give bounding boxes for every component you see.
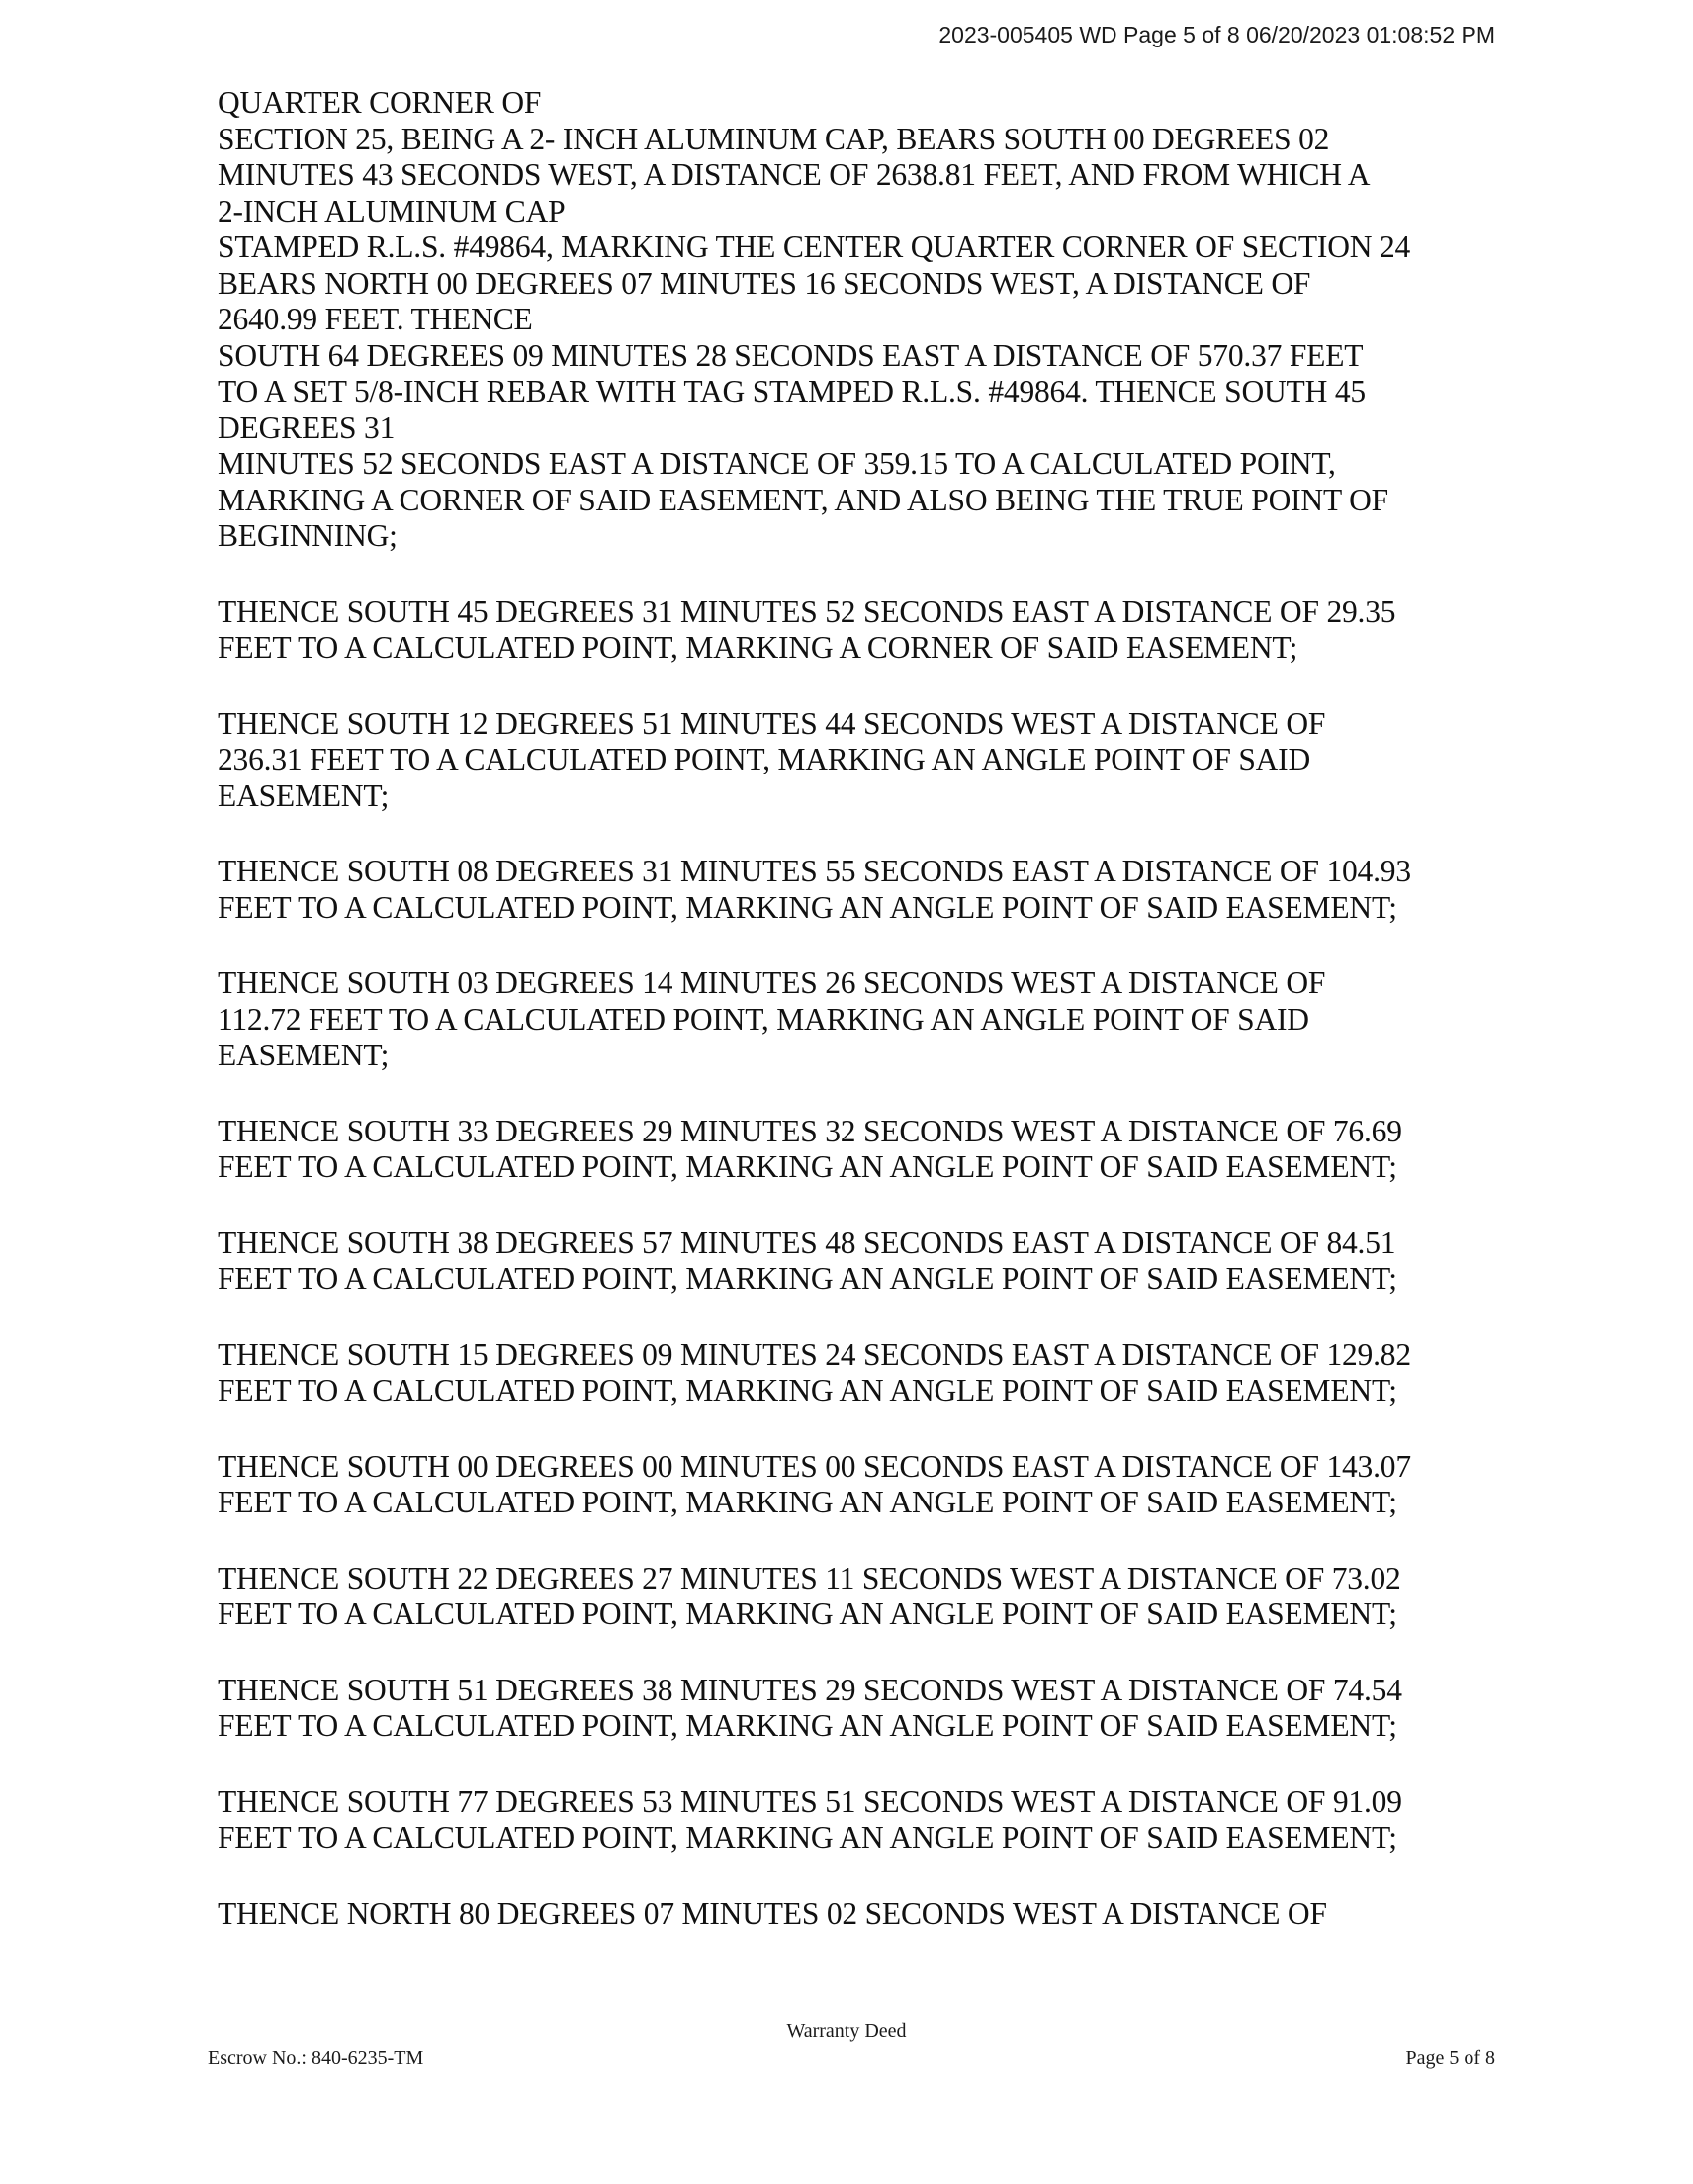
- text-line: THENCE SOUTH 03 DEGREES 14 MINUTES 26 SECONDS WEST A DISTANCE OF: [218, 965, 1326, 1000]
- text-line: FEET TO A CALCULATED POINT, MARKING AN ANGLE POINT OF SAID EASEMENT;: [218, 1708, 1397, 1743]
- paragraph: [218, 1226, 1523, 1298]
- text-line: FEET TO A CALCULATED POINT, MARKING AN ANGLE POINT OF SAID EASEMENT;: [218, 1820, 1397, 1855]
- text-line: FEET TO A CALCULATED POINT, MARKING AN ANGLE POINT OF SAID EASEMENT;: [218, 1261, 1397, 1296]
- text-line: DEGREES 31: [218, 410, 396, 445]
- paragraph: [218, 85, 1523, 555]
- paragraph: [218, 1114, 1523, 1186]
- text-line: THENCE SOUTH 33 DEGREES 29 MINUTES 32 SECONDS WEST A DISTANCE OF 76.69: [218, 1113, 1402, 1148]
- recording-header: 2023-005405 WD Page 5 of 8 06/20/2023 01:08:52 PM: [938, 22, 1495, 47]
- paragraph: [218, 1896, 1523, 1933]
- text-line: SOUTH 64 DEGREES 09 MINUTES 28 SECONDS EAST A DISTANCE OF 570.37 FEET: [218, 337, 1364, 373]
- paragraph: [218, 1673, 1523, 1745]
- document-title-footer: Warranty Deed: [786, 2020, 907, 2042]
- text-line: 236.31 FEET TO A CALCULATED POINT, MARKING AN ANGLE POINT OF SAID: [218, 742, 1311, 776]
- text-line: MINUTES 52 SECONDS EAST A DISTANCE OF 359.15 TO A CALCULATED POINT,: [218, 446, 1336, 481]
- text-line: BEARS NORTH 00 DEGREES 07 MINUTES 16 SECONDS WEST, A DISTANCE OF: [218, 265, 1311, 301]
- text-line: TO A SET 5/8-INCH REBAR WITH TAG STAMPED R.L.S. #49864. THENCE SOUTH 45: [218, 374, 1366, 409]
- escrow-number: Escrow No.: 840-6235-TM: [208, 2048, 424, 2069]
- paragraph: [218, 854, 1523, 926]
- text-line: MARKING A CORNER OF SAID EASEMENT, AND ALSO BEING THE TRUE POINT OF: [218, 482, 1388, 517]
- paragraph: [218, 965, 1523, 1074]
- text-line: THENCE SOUTH 51 DEGREES 38 MINUTES 29 SECONDS WEST A DISTANCE OF 74.54: [218, 1672, 1402, 1707]
- text-line: EASEMENT;: [218, 1038, 390, 1072]
- text-line: THENCE SOUTH 12 DEGREES 51 MINUTES 44 SECONDS WEST A DISTANCE OF: [218, 705, 1326, 741]
- text-line: THENCE NORTH 80 DEGREES 07 MINUTES 02 SECONDS WEST A DISTANCE OF: [218, 1895, 1327, 1931]
- text-line: SECTION 25, BEING A 2- INCH ALUMINUM CAP, BEARS SOUTH 00 DEGREES 02: [218, 121, 1330, 156]
- text-line: MINUTES 43 SECONDS WEST, A DISTANCE OF 2638.81 FEET, AND FROM WHICH A: [218, 157, 1371, 192]
- text-line: 112.72 FEET TO A CALCULATED POINT, MARKING AN ANGLE POINT OF SAID: [218, 1001, 1309, 1037]
- text-line: FEET TO A CALCULATED POINT, MARKING A CORNER OF SAID EASEMENT;: [218, 630, 1298, 665]
- text-line: FEET TO A CALCULATED POINT, MARKING AN ANGLE POINT OF SAID EASEMENT;: [218, 1373, 1397, 1408]
- text-line: THENCE SOUTH 00 DEGREES 00 MINUTES 00 SECONDS EAST A DISTANCE OF 143.07: [218, 1448, 1411, 1484]
- text-line: THENCE SOUTH 45 DEGREES 31 MINUTES 52 SECONDS EAST A DISTANCE OF 29.35: [218, 593, 1396, 629]
- text-line: FEET TO A CALCULATED POINT, MARKING AN ANGLE POINT OF SAID EASEMENT;: [218, 1485, 1397, 1519]
- paragraph: [218, 1449, 1523, 1521]
- text-line: THENCE SOUTH 15 DEGREES 09 MINUTES 24 SECONDS EAST A DISTANCE OF 129.82: [218, 1336, 1411, 1372]
- paragraph: [218, 706, 1523, 815]
- page-number: Page 5 of 8: [1405, 2048, 1495, 2069]
- paragraph: [218, 1561, 1523, 1633]
- text-line: QUARTER CORNER OF: [218, 85, 542, 120]
- text-line: THENCE SOUTH 38 DEGREES 57 MINUTES 48 SECONDS EAST A DISTANCE OF 84.51: [218, 1225, 1396, 1260]
- paragraph: [218, 1337, 1523, 1410]
- text-line: FEET TO A CALCULATED POINT, MARKING AN ANGLE POINT OF SAID EASEMENT;: [218, 1596, 1397, 1631]
- text-line: EASEMENT;: [218, 777, 390, 813]
- text-line: THENCE SOUTH 77 DEGREES 53 MINUTES 51 SECONDS WEST A DISTANCE OF 91.09: [218, 1783, 1402, 1819]
- text-line: FEET TO A CALCULATED POINT, MARKING AN ANGLE POINT OF SAID EASEMENT;: [218, 1149, 1397, 1184]
- paragraph: [218, 594, 1523, 667]
- legal-description: [218, 85, 1523, 1971]
- text-line: THENCE SOUTH 08 DEGREES 31 MINUTES 55 SECONDS EAST A DISTANCE OF 104.93: [218, 854, 1411, 888]
- text-line: 2640.99 FEET. THENCE: [218, 302, 533, 336]
- text-line: THENCE SOUTH 22 DEGREES 27 MINUTES 11 SECONDS WEST A DISTANCE OF 73.02: [218, 1560, 1401, 1595]
- text-line: STAMPED R.L.S. #49864, MARKING THE CENTER QUARTER CORNER OF SECTION 24: [218, 229, 1411, 264]
- text-line: FEET TO A CALCULATED POINT, MARKING AN ANGLE POINT OF SAID EASEMENT;: [218, 889, 1397, 925]
- text-line: BEGINNING;: [218, 518, 398, 553]
- paragraph: [218, 1784, 1523, 1857]
- text-line: 2-INCH ALUMINUM CAP: [218, 193, 566, 228]
